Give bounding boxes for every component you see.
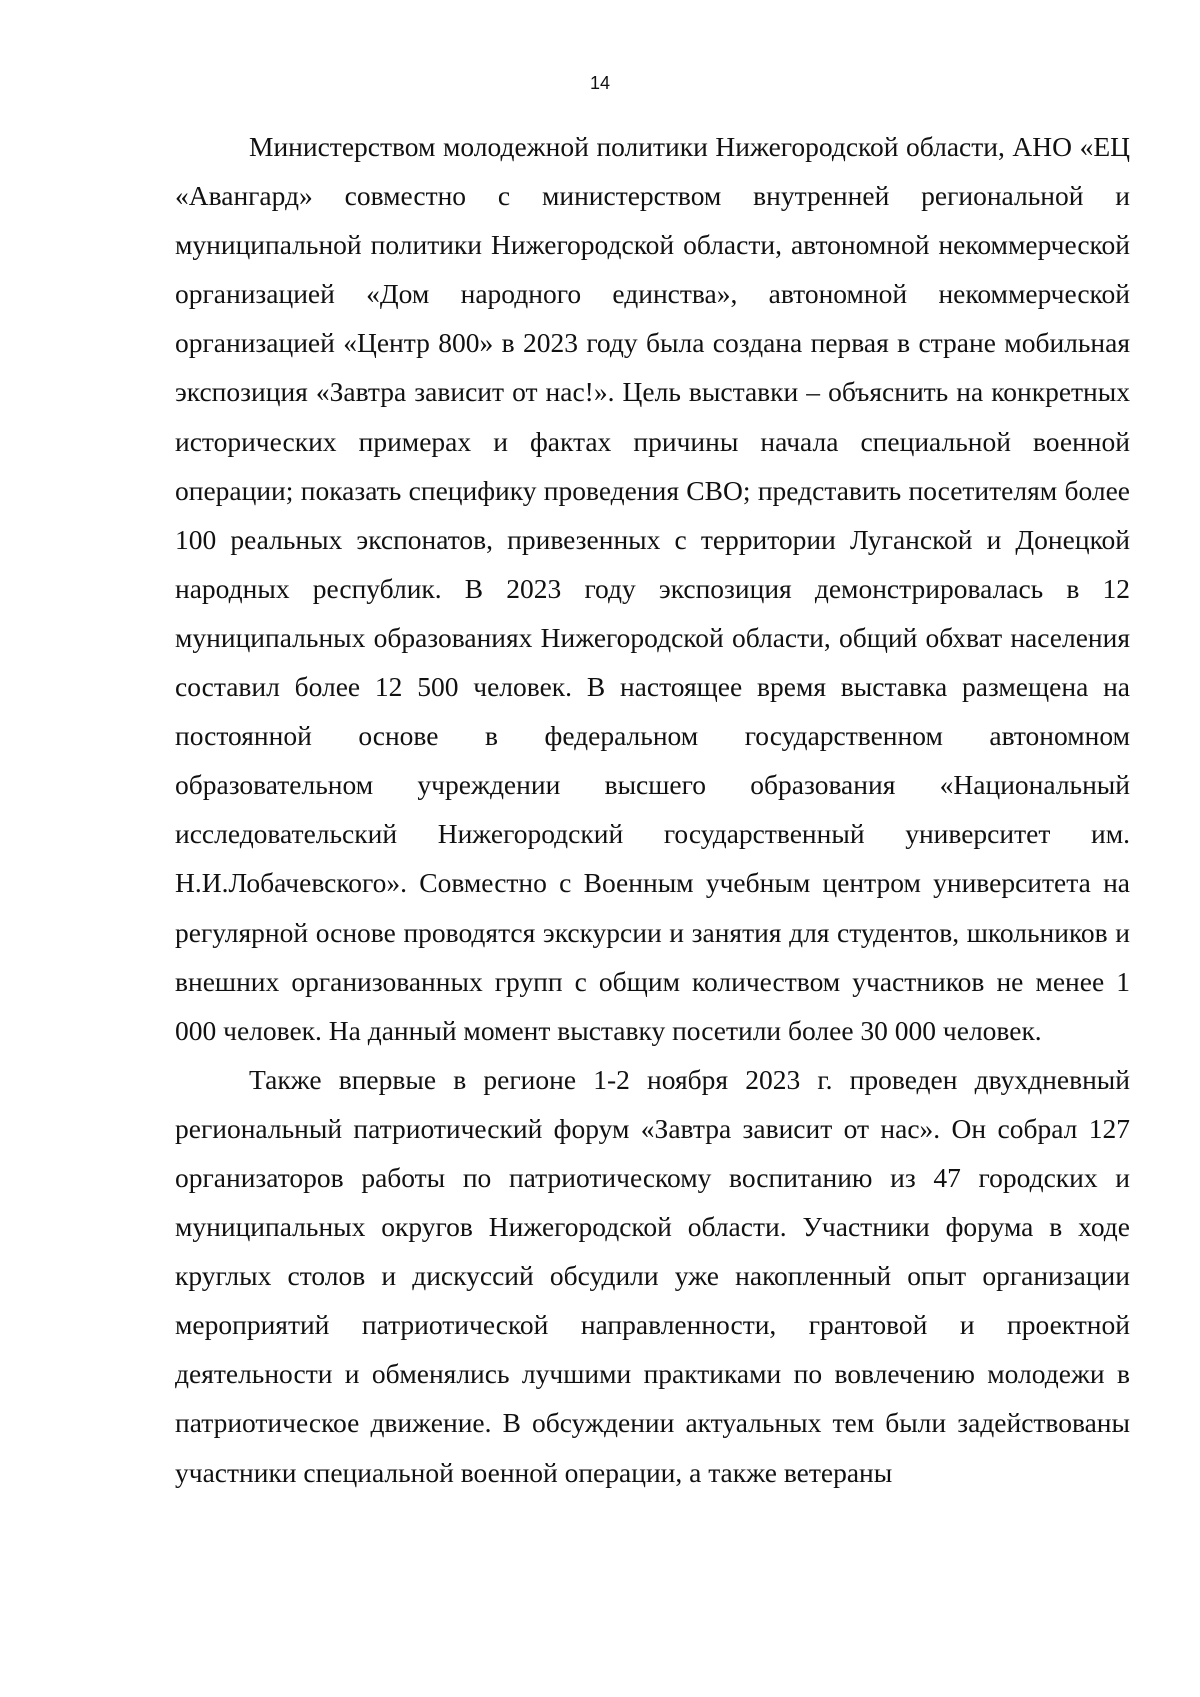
document-body	[175, 122, 1130, 1497]
paragraph-exhibition: Министерством молодежной политики Нижегородской области, АНО «ЕЦ «Авангард» совместно с министерством внутренней региональной и муниципальной политики Нижегородской области, автономной некоммерческой организацией «Дом народного единства», автономной некоммерческой организацией «Центр 800» в 2023 году была создана первая в стране мобильная экспозиция «Завтра зависит от нас!». Цель выставки – объяснить на конкретных исторических примерах и фактах причины начала специальной военной операции; показать специфику проведения СВО; представить посетителям более 100 реальных экспонатов, привезенных с территории Луганской и Донецкой народных республик. В 2023 году экспозиция демонстрировалась в 12 муниципальных образованиях Нижегородской области, общий обхват населения составил более 12 500 человек. В настоящее время выставка размещена на постоянной основе в федеральном государственном автономном образовательном учреждении высшего образования «Национальный исследовательский Нижегородский государственный университет им. Н.И.Лобачевского». Совместно с Военным учебным центром университета на регулярной основе проводятся экскурсии и занятия для студентов, школьников и внешних организованных групп с общим количеством участников не менее 1 000 человек. На данный момент выставку посетили более 30 000 человек.	[175, 131, 1130, 1046]
paragraph-forum: Также впервые в регионе 1-2 ноября 2023 г. проведен двухдневный региональный патриотический форум «Завтра зависит от нас». Он собрал 127 организаторов работы по патриотическому воспитанию из 47 городских и муниципальных округов Нижегородской области. Участники форума в ходе круглых столов и дискуссий обсудили уже накопленный опыт организации мероприятий патриотической направленности, грантовой и проектной деятельности и обменялись лучшими практиками по вовлечению молодежи в патриотическое движение. В обсуждении актуальных тем были задействованы участники специальной военной операции, а также ветераны	[175, 1063, 1130, 1488]
page-number: 14	[589, 73, 611, 93]
